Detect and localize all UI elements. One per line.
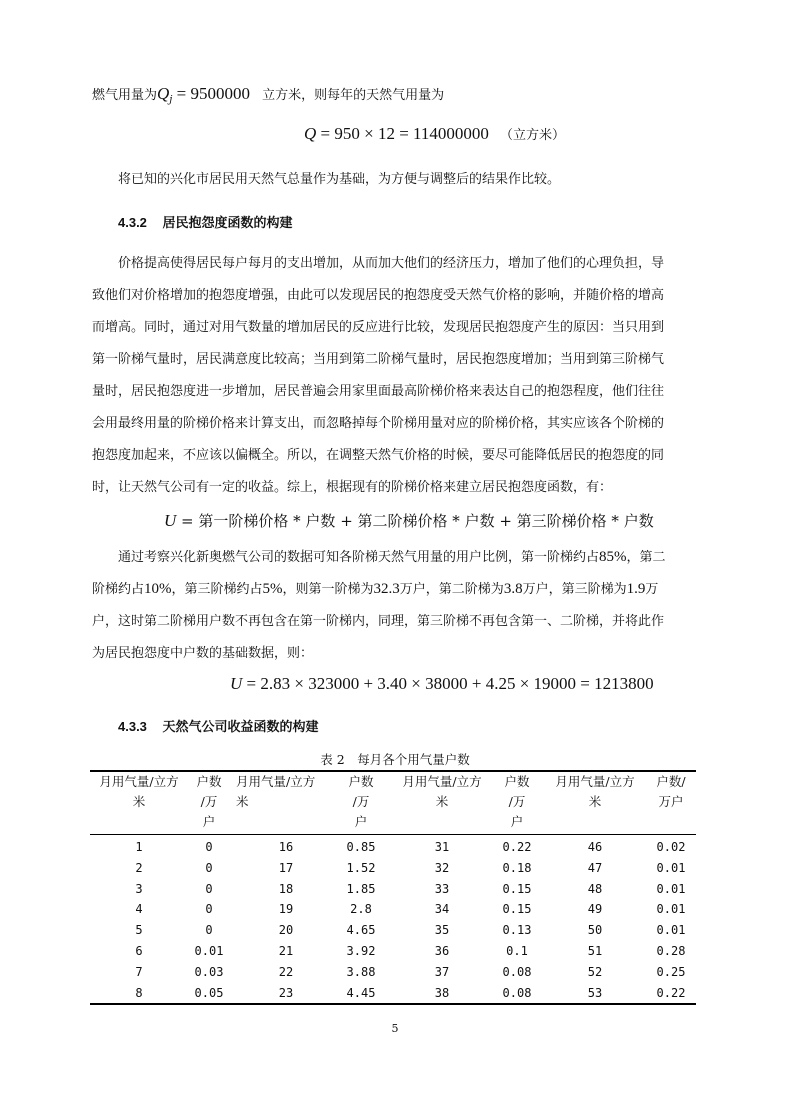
table-cell: 0.85 [346,840,376,854]
qj-subscript: j [169,94,173,106]
main-paragraph-line: 会用最终用量的阶梯价格来计算支出，而忽略掉每个阶梯用量对应的阶梯价格，其实应该各个阶梯的 [92,416,665,431]
table-cell: 0.18 [502,860,532,875]
table-cell: 0.13 [502,923,532,938]
section-number: 4.3.2 [118,215,147,230]
header-line: /万 [200,794,218,809]
ratio-line-3: 户，这时第二阶梯用户数不再包含在第一阶梯内，同理，第三阶梯不再包含第一、二阶梯，并将此作 [92,614,665,629]
table-cell: 0.01 [656,923,686,938]
header-line: 户数 [504,774,530,789]
table-cell: 0.01 [656,881,686,896]
ratio-number: 32.3 [373,581,400,597]
table-header-cell [646,772,696,812]
table-cell: 36 [434,944,450,958]
table-cell: 38 [434,985,450,1000]
eq1-unit: （立方米） [500,128,566,143]
table-cell: 32 [434,860,450,875]
ratio-text: 阶梯约占 [92,582,145,597]
header-line: 户数/ [656,774,686,789]
section-number: 4.3.3 [118,719,147,734]
table-cell: 1.52 [346,860,376,875]
table-cell: 0 [205,923,213,938]
ratio-text: 万户，第二阶梯为 [399,582,504,597]
equation-complaint-value [230,674,654,694]
table-header-cell [236,772,336,812]
intro-text-1: 燃气用量为 [92,88,158,103]
ratio-text: 万户，第三阶梯为 [522,582,627,597]
equation-annual-usage [304,124,565,144]
table-cell: 21 [278,944,294,958]
header-line: /万 [352,794,370,809]
ratio-number: 1.9 [626,581,646,597]
header-line: 户 [354,814,368,829]
table-cell: 52 [587,964,603,979]
table-header-cell [544,772,646,812]
table-cell: 18 [278,881,294,896]
ratio-number: 3.8 [503,581,523,597]
table-cell: 0.03 [194,964,224,979]
ratio-text: ，则第一阶梯为 [282,582,374,597]
eq1-expression: = 950 × 12 = 114000000 [316,124,489,143]
header-line: /万 [508,794,526,809]
table-cell: 0 [205,902,213,917]
table-header-cell [90,772,188,812]
main-paragraph-line: 而增高。同时，通过对用气数量的增加居民的反应进行比较，发现居民抱怨度产生的原因：当只用到 [92,320,665,335]
qj-value: = 9500000 [172,84,250,103]
table-cell: 17 [278,860,294,875]
ratio-line-1 [118,546,666,566]
table-cell: 0.15 [502,881,532,896]
table-cell: 0.01 [656,902,686,917]
header-line: 月用气量/立方 [555,774,635,789]
header-line: 户 [202,814,216,829]
table-cell: 0.28 [656,944,686,958]
table-cell: 6 [135,944,143,958]
eq3-expression: = 2.83 × 323000 + 3.40 × 38000 + 4.25 × 19000 = 1213800 [242,674,654,693]
section-heading-4-3-3 [118,716,319,735]
ratio-text: 通过考察兴化新奥燃气公司的数据可知各阶梯天然气用量的用户比例，第一阶梯约占 [118,550,600,565]
table-header-cell [392,772,492,812]
table-cell: 4.65 [346,923,376,938]
table-cell: 33 [434,881,450,896]
ratio-line-4: 为居民抱怨度中户数的基础数据，则： [92,646,314,661]
ratio-text: ，第三阶梯约占 [171,582,263,597]
header-line: 户数 [196,774,222,789]
table-cell: 47 [587,860,603,875]
qj-variable: Q [157,84,170,103]
table-header-cell [336,772,386,832]
table-header-cell [188,772,230,832]
table-cell: 20 [278,923,294,938]
main-paragraph-line: 第一阶梯气量时，居民满意度比较高；当用到第二阶梯气量时，居民抱怨度增加；当用到第三阶梯气 [92,352,665,367]
table-cell: 16 [278,840,294,854]
table-bottom-rule [90,1003,696,1005]
table-cell: 0 [205,840,213,854]
header-line: 万户 [658,794,684,809]
table-cell: 0.22 [502,840,532,854]
header-line: 米 [435,794,449,809]
table-cell: 0.01 [194,944,224,958]
ratio-text: ，第二 [626,550,666,565]
table-cell: 3.92 [346,944,376,958]
main-paragraph-line: 价格提高使得居民每户每月的支出增加，从而加大他们的经济压力，增加了他们的心理负担，导 [118,256,665,271]
table-cell: 50 [587,923,603,938]
header-line: 月用气量/立方 [402,774,482,789]
header-line: 户 [510,814,524,829]
eq1-variable: Q [304,124,317,143]
table-cell: 3.88 [346,964,376,979]
section-title: 居民抱怨度函数的构建 [162,215,293,230]
section-heading-4-3-2 [118,212,293,231]
ratio-number: 5% [262,581,283,597]
table-cell: 0.08 [502,985,532,1000]
header-line: 米 [236,794,249,809]
table-cell: 22 [278,964,294,979]
page-number: 5 [391,1022,399,1035]
table-header-rule [90,834,696,835]
ratio-text: 万 [645,582,659,597]
compare-paragraph: 将已知的兴化市居民用天然气总量作为基础，为方便与调整后的结果作比较。 [118,172,561,187]
main-paragraph-line: 量时，居民抱怨度进一步增加，居民普遍会用家里面最高阶梯价格来表达自己的抱怨程度，他们往往 [92,384,665,399]
table-cell: 0 [205,860,213,875]
table-cell: 4.45 [346,985,376,1000]
table-header-cell [492,772,542,832]
ratio-number: 10% [144,581,172,597]
equation-complaint-function [164,510,654,531]
table-cell: 46 [587,840,603,854]
table-cell: 0.22 [656,985,686,1000]
table-cell: 31 [434,840,450,854]
table-cell: 1 [135,840,143,854]
intro-text-2: 立方米，则每年的天然气用量为 [262,88,445,103]
table-cell: 37 [434,964,450,979]
table-cell: 3 [135,881,143,896]
table-cell: 0.15 [502,902,532,917]
table-caption: 表 2 每月各个用气量户数 [320,752,470,767]
table-cell: 35 [434,923,450,938]
table-cell: 2 [135,860,143,875]
table-cell: 19 [278,902,294,917]
table-cell: 0.01 [656,860,686,875]
eq2-expression: = 第一阶梯价格 * 户数 + 第二阶梯价格 * 户数 + 第三阶梯价格 * 户数 [176,512,654,530]
ratio-number: 85% [599,549,627,565]
main-paragraph-line: 抱怨度加起来，不应该以偏概全。所以，在调整天然气价格的时候，要尽可能降低居民的抱怨度的同 [92,448,665,463]
table-cell: 2.8 [350,902,372,917]
header-line: 月用气量/立方 [99,774,179,789]
table-cell: 8 [135,985,143,1000]
table-cell: 0.1 [506,944,528,958]
main-paragraph-line: 时，让天然气公司有一定的收益。综上，根据现有的阶梯价格来建立居民抱怨度函数，有： [92,480,613,495]
table-cell: 7 [135,964,143,979]
main-paragraph-line: 致他们对价格增加的抱怨度增强，由此可以发现居民的抱怨度受天然气价格的影响，并随价格的增高 [92,288,665,303]
section-title: 天然气公司收益函数的构建 [162,719,319,734]
table-cell: 53 [587,985,603,1000]
table-cell: 0.25 [656,964,686,979]
table-cell: 0.08 [502,964,532,979]
table-cell: 49 [587,902,603,917]
table-cell: 0 [205,881,213,896]
table-cell: 23 [278,985,294,1000]
table-cell: 48 [587,881,603,896]
table-cell: 51 [587,944,603,958]
table-cell: 5 [135,923,143,938]
table-cell: 0.05 [194,985,224,1000]
eq3-variable: U [230,674,243,693]
intro-line [92,84,444,106]
header-line: 米 [132,794,146,809]
header-line: 月用气量/立方 [236,774,316,789]
header-line: 户数 [348,774,374,789]
ratio-line-2 [92,578,658,598]
eq2-variable: U [164,511,177,530]
table-cell: 1.85 [346,881,376,896]
header-line: 米 [588,794,602,809]
table-cell: 4 [135,902,143,917]
table-cell: 34 [434,902,450,917]
table-cell: 0.02 [656,840,686,854]
